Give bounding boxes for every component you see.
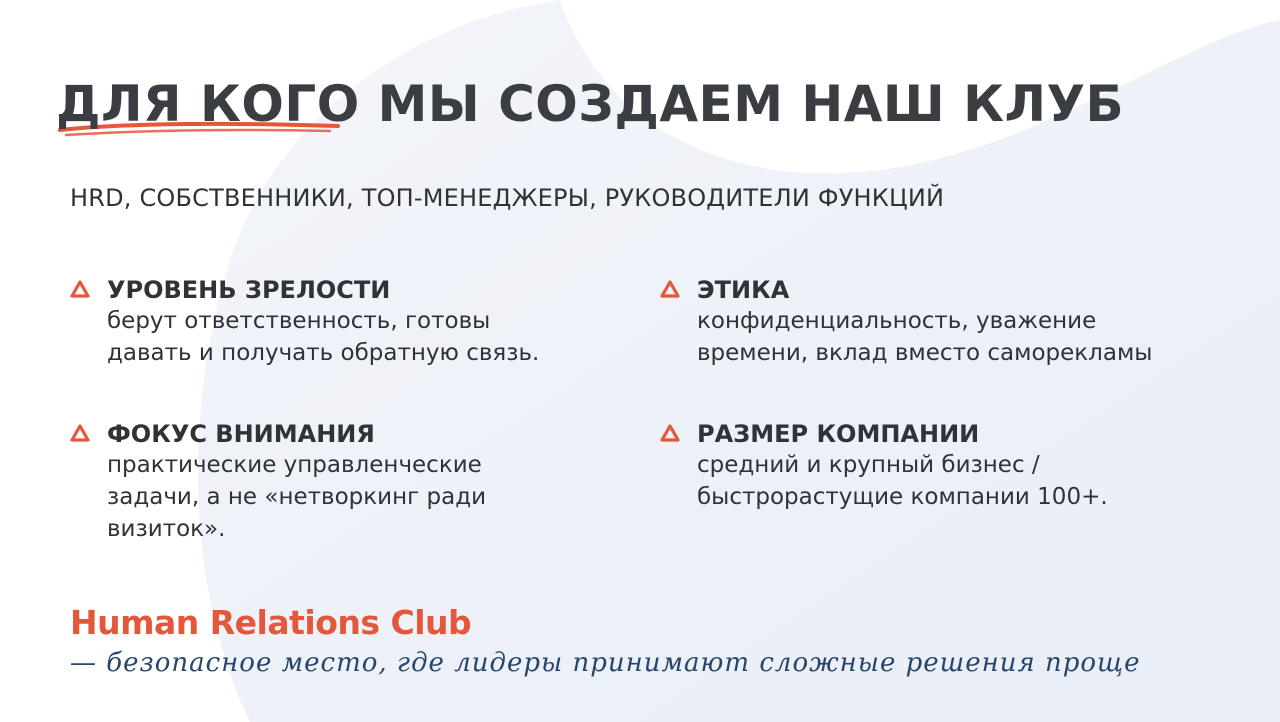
- feature-maturity: [70, 275, 630, 369]
- triangle-bullet-icon: [70, 424, 90, 442]
- feature-text-line: берут ответственность, готовы: [107, 308, 491, 334]
- triangle-bullet-icon: [70, 280, 90, 298]
- feature-company-size: [660, 419, 1220, 513]
- triangle-bullet-icon: [660, 280, 680, 298]
- feature-text-line: давать и получать обратную связь.: [107, 340, 540, 366]
- feature-title: РАЗМЕР КОМПАНИИ: [697, 420, 980, 448]
- triangle-bullet-icon: [660, 424, 680, 442]
- audience-subtitle: HRD, СОБСТВЕННИКИ, ТОП-МЕНЕДЖЕРЫ, РУКОВОДИТЕЛИ ФУНКЦИЙ: [70, 184, 945, 212]
- title-highlight: [56, 74, 360, 134]
- feature-title: ЭТИКА: [697, 276, 790, 304]
- feature-title: ФОКУС ВНИМАНИЯ: [107, 420, 375, 448]
- feature-text-line: времени, вклад вместо саморекламы: [697, 340, 1153, 366]
- feature-text-line: визиток».: [107, 516, 226, 542]
- feature-text-line: практические управленческие: [107, 452, 482, 478]
- title-rest-text: МЫ СОЗДАЕМ НАШ КЛУБ: [359, 75, 1125, 133]
- feature-title: УРОВЕНЬ ЗРЕЛОСТИ: [107, 276, 391, 304]
- feature-text-line: задачи, а не «нетворкинг ради: [107, 484, 487, 510]
- title-highlight-text: ДЛЯ КОГО: [56, 75, 360, 133]
- feature-focus: [70, 419, 630, 545]
- page-title: [56, 74, 1124, 134]
- feature-text-line: средний и крупный бизнес /: [697, 452, 1040, 478]
- feature-text-line: конфиденциальность, уважение: [697, 308, 1097, 334]
- feature-ethics: [660, 275, 1220, 369]
- brand-tagline: — безопасное место, где лидеры принимают сложные решения проще: [70, 648, 1141, 678]
- brand-name: Human Relations Club: [70, 603, 472, 642]
- feature-text-line: быстрорастущие компании 100+.: [697, 484, 1108, 510]
